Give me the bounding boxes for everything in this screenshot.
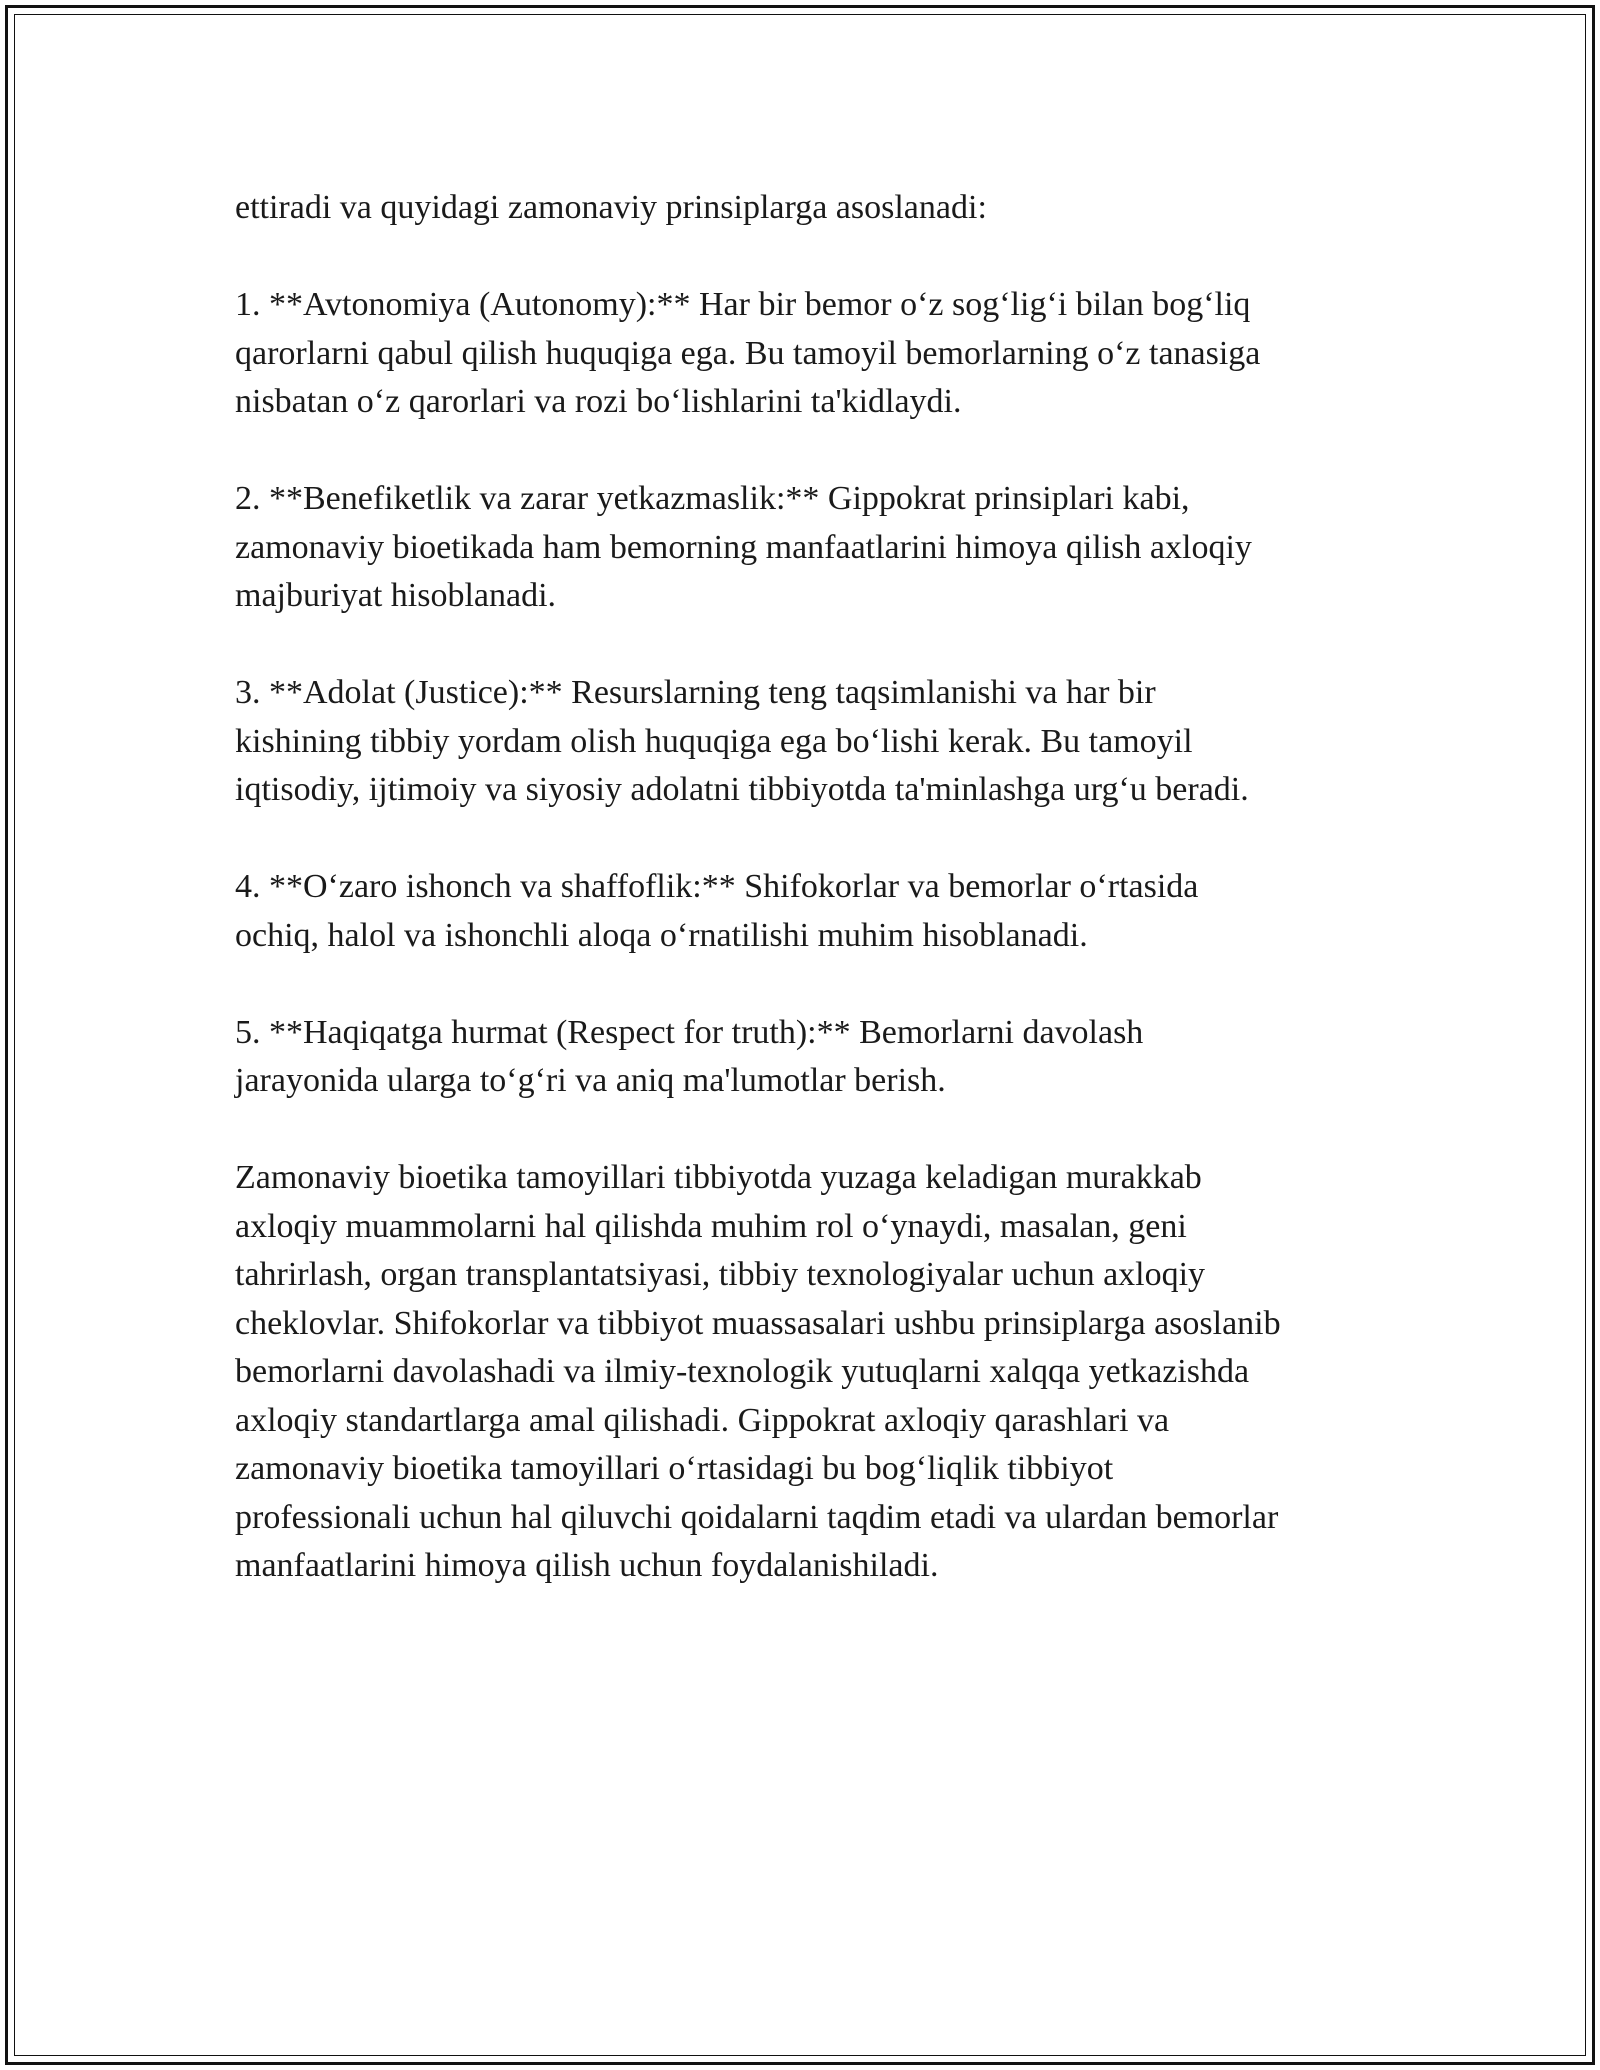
text-line: qarorlarni qabul qilish huquqiga ega. Bu tamoyil bemorlarning o‘z tanasiga [235,334,1261,372]
text-line: 2. **Benefiketlik va zarar yetkazmaslik:** Gippokrat prinsiplari kabi, [235,480,1190,517]
text-line: nisbatan o‘z qarorlari va rozi bo‘lishlarini ta'kidlaydi. [235,383,962,420]
text-line: axloqiy standartlarga amal qilishadi. Gippokrat axloqiy qarashlari va [235,1401,1170,1439]
text-line: 1. **Avtonomiya (Autonomy):** Har bir bemor o‘z sog‘lig‘i bilan bog‘liq [235,286,1251,323]
text-line: zamonaviy bioetikada ham bemorning manfaatlarini himoya qilish axloqiy [235,528,1252,566]
text-line: manfaatlarini himoya qilish uchun foydalanishiladi. [235,1547,939,1584]
document-text-body [235,184,1415,1639]
paragraph-conclusion [235,1154,1415,1591]
text-line: majburiyat hisoblanadi. [235,577,557,614]
text-line: bemorlarni davolashadi va ilmiy-texnologik yutuqlarni xalqqa yetkazishda [235,1353,1250,1390]
paragraph-item-3-justice [235,669,1415,815]
text-line: axloqiy muammolarni hal qilishda muhim rol o‘ynaydi, masalan, geni [235,1207,1187,1245]
text-line: kishining tibbiy yordam olish huquqiga ega bo‘lishi kerak. Bu tamoyil [235,722,1193,760]
text-line: ochiq, halol va ishonchli aloqa o‘rnatilishi muhim hisoblanadi. [235,916,1088,954]
text-line: jarayonida ularga to‘g‘ri va aniq ma'lumotlar berish. [235,1062,946,1099]
text-line: 4. **O‘zaro ishonch va shaffoflik:** Shifokorlar va bemorlar o‘rtasida [235,868,1199,905]
text-line: tahrirlash, organ transplantatsiyasi, tibbiy texnologiyalar uchun axloqiy [235,1256,1206,1293]
text-line: ettiradi va quyidagi zamonaviy prinsiplarga asoslanadi: [235,189,987,226]
paragraph-item-4-trust [235,863,1415,960]
paragraph-item-5-truth [235,1009,1415,1106]
text-line: zamonaviy bioetika tamoyillari o‘rtasidagi bu bog‘liqlik tibbiyot [235,1450,1114,1487]
text-line: professionali uchun hal qiluvchi qoidalarni taqdim etadi va ulardan bemorlar [235,1498,1279,1536]
text-line: 5. **Haqiqatga hurmat (Respect for truth):** Bemorlarni davolash [235,1013,1144,1051]
text-line: iqtisodiy, ijtimoiy va siyosiy adolatni tibbiyotda ta'minlashga urg‘u beradi. [235,771,1249,808]
paragraph-item-1-autonomy [235,281,1415,427]
text-line: Zamonaviy bioetika tamoyillari tibbiyotda yuzaga keladigan murakkab [235,1159,1202,1196]
text-line: cheklovlar. Shifokorlar va tibbiyot muassasalari ushbu prinsiplarga asoslanib [235,1304,1281,1342]
paragraph-item-2-beneficence [235,475,1415,621]
text-line: 3. **Adolat (Justice):** Resurslarning teng taqsimlanishi va har bir [235,674,1156,711]
paragraph-intro [235,184,1415,233]
